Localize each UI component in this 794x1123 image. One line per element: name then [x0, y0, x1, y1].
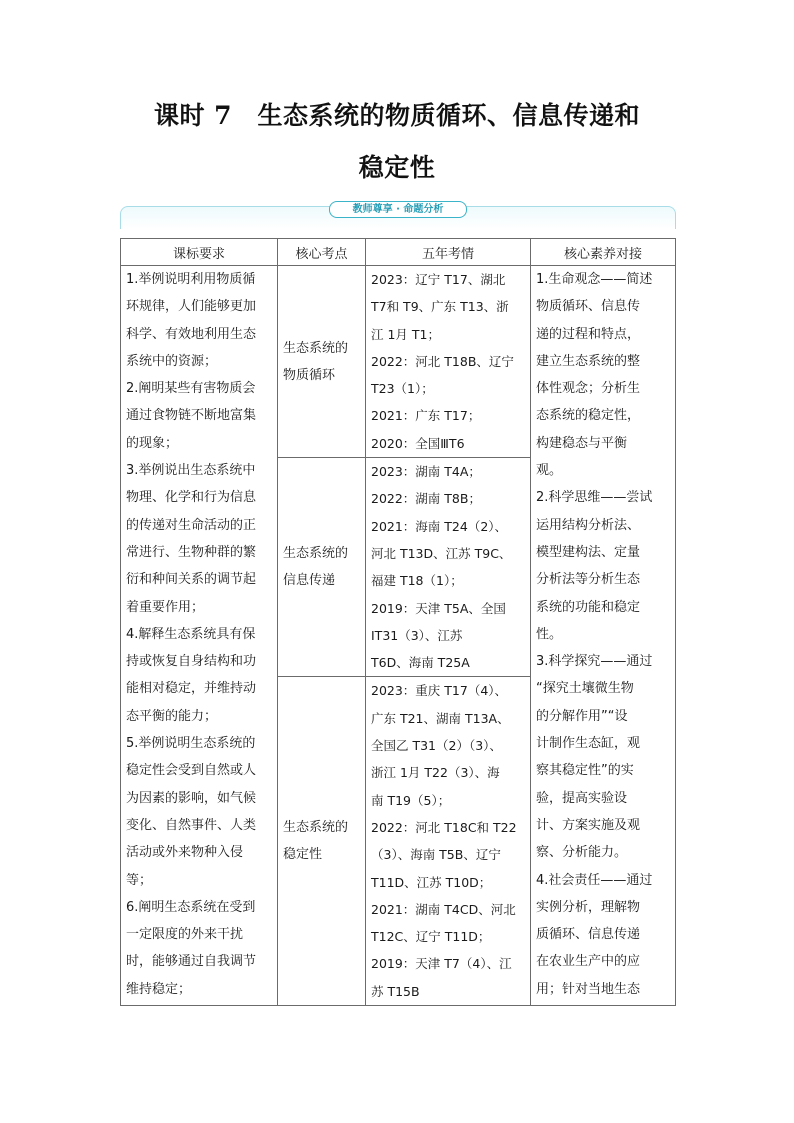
- exam-list-stability: 2023：重庆 T17（4）、 广东 T21、湖南 T13A、 全国乙 T31（2）（3）、 浙江 1月 T22（3）、海 南 T19（5）； 2022：河北 T18C和 T22 （3）、海南 T5B、辽宁 T11D、江苏 T10D； 2021：湖南 T4CD、河北 T12C、辽宁 T11D； 2019：天津 T7（4）、江 苏 T15B: [371, 683, 517, 999]
- topic-stability: 生态系统的 稳定性: [283, 820, 349, 863]
- literacy-text: 1.生命观念——简述 物质循环、信息传 递的过程和特点， 建立生态系统的整 体性观念；分析生 态系统的稳定性， 构建稳态与平衡 观。 2.科学思维——尝试 运用结构分析法、 模型建构法、定量 分析法等分析生态 系统的功能和稳定 性。 3.科学探究——通过 “探究土壤微生物 的分解作用”“设 计制作生态缸，观 察其稳定性”的实 验，提高实验设 计、方案实施及观 察、分析能力。 4.社会责任——通过 实例分析，理解物 质循环、信息传递 在农业生产中的应 用；针对当地生态: [536, 272, 653, 997]
- literacy-cell: [531, 266, 676, 1006]
- exam-cell: [366, 458, 531, 677]
- page-title-line1: 课时 7 生态系统的物质循环、信息传递和: [153, 101, 641, 130]
- header-five-year-exams: 五年考情: [366, 239, 531, 266]
- exam-cell: [366, 677, 531, 1006]
- requirements-cell: [121, 266, 278, 1006]
- analysis-table: [120, 238, 676, 1006]
- page-title-line2: 稳定性: [358, 153, 436, 182]
- requirements-text: 1.举例说明利用物质循 环规律，人们能够更加 科学、有效地利用生态 系统中的资源； 2.阐明某些有害物质会 通过食物链不断地富集 的现象； 3.举例说出生态系统中 物理、化学和行为信息 的传递对生命活动的正 常进行、生物种群的繁 衍和种间关系的调节起 着重要作用； 4.解释生态系统具有保 持或恢复自身结构和功 能相对稳定，并维持动 态平衡的能力； 5.举例说明生态系统的 稳定性会受到自然或人 为因素的影响，如气候 变化、自然事件、人类 活动或外来物种入侵 等； 6.阐明生态系统在受到 一定限度的外来干扰 时，能够通过自我调节 维持稳定；: [126, 272, 257, 997]
- topic-cell: [278, 458, 366, 677]
- table-header-row: [121, 239, 676, 266]
- header-requirements: 课标要求: [121, 239, 278, 266]
- teacher-analysis-badge: 教师尊享 · 命题分析: [329, 201, 467, 218]
- topic-cell: [278, 266, 366, 458]
- header-core-literacy: 核心素养对接: [531, 239, 676, 266]
- header-core-topic: 核心考点: [278, 239, 366, 266]
- exam-cell: [366, 266, 531, 458]
- table-row: [121, 266, 676, 458]
- topic-material-cycle: 生态系统的 物质循环: [283, 340, 349, 383]
- exam-list-information-transfer: 2023：湖南 T4A； 2022：湖南 T8B； 2021：海南 T24（2）、 河北 T13D、江苏 T9C、 福建 T18（1）； 2019：天津 T5A、全国 ⅠT31（3）、江苏 T6D、海南 T25A: [371, 464, 512, 671]
- topic-information-transfer: 生态系统的 信息传递: [283, 546, 349, 589]
- topic-cell: [278, 677, 366, 1006]
- exam-list-material-cycle: 2023：辽宁 T17、湖北 T7和 T9、广东 T13、浙 江 1月 T1； 2022：河北 T18B、辽宁 T23（1）； 2021：广东 T17； 2020：全国ⅢT6: [371, 272, 514, 451]
